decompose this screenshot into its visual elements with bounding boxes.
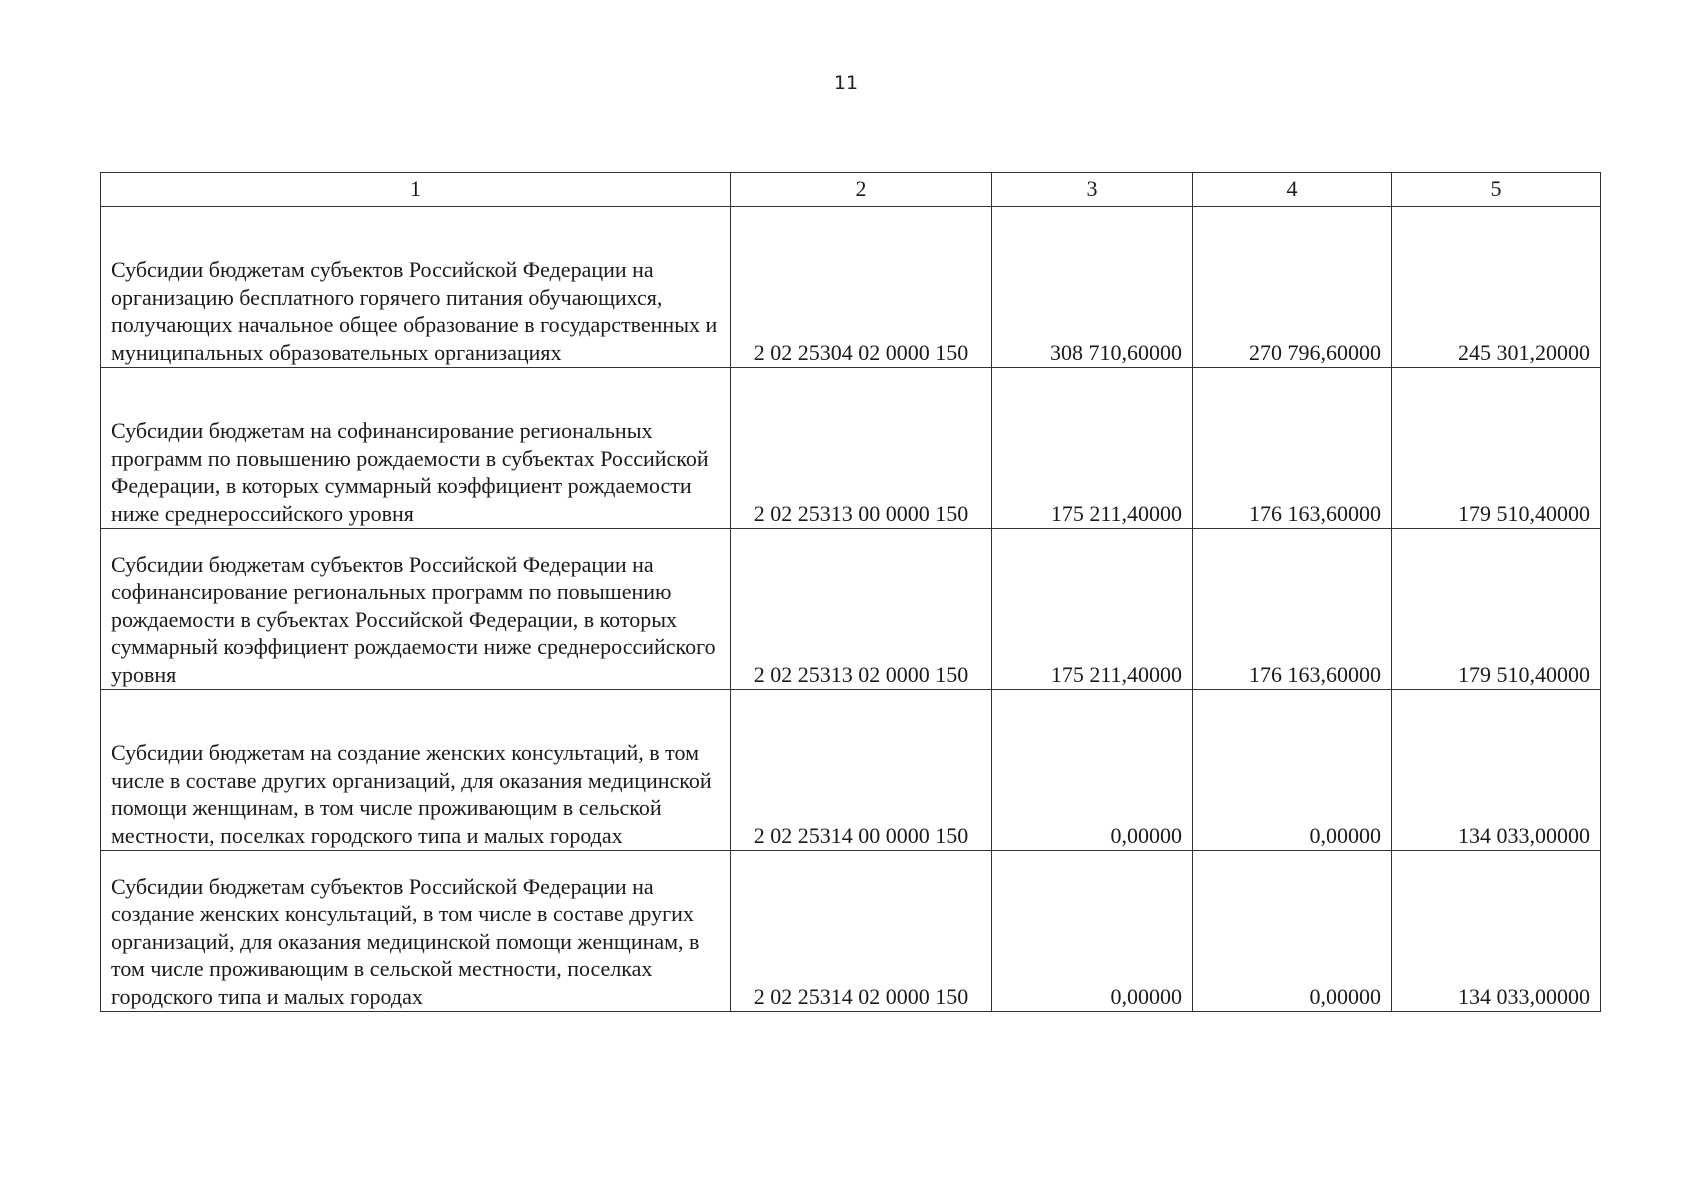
row-value-col4: 0,00000 bbox=[1193, 690, 1392, 851]
row-value-col3: 175 211,40000 bbox=[992, 368, 1193, 529]
row-description: Субсидии бюджетам субъектов Российской Федерации на организацию бесплатного горячего питания обучающихся, получающих начальное общее образование в государственных и муниципальных образовательных организациях bbox=[101, 207, 731, 368]
row-value-col5: 245 301,20000 bbox=[1392, 207, 1601, 368]
budget-table bbox=[100, 172, 1601, 1012]
row-code: 2 02 25313 02 0000 150 bbox=[731, 529, 992, 690]
row-description: Субсидии бюджетам на софинансирование региональных программ по повышению рождаемости в субъектах Российской Федерации, в которых суммарный коэффициент рождаемости ниже среднероссийского уровня bbox=[101, 368, 731, 529]
row-value-col4: 176 163,60000 bbox=[1193, 368, 1392, 529]
row-code: 2 02 25314 02 0000 150 bbox=[731, 851, 992, 1012]
column-header-5: 5 bbox=[1392, 173, 1601, 207]
table-row bbox=[101, 368, 1601, 529]
row-value-col3: 0,00000 bbox=[992, 690, 1193, 851]
column-header-4: 4 bbox=[1193, 173, 1392, 207]
table-row bbox=[101, 690, 1601, 851]
row-description: Субсидии бюджетам субъектов Российской Федерации на создание женских консультаций, в том числе в составе других организаций, для оказания медицинской помощи женщинам, в том числе проживающим в сельской местности, поселках городского типа и малых городах bbox=[101, 851, 731, 1012]
column-header-1: 1 bbox=[101, 173, 731, 207]
row-value-col5: 134 033,00000 bbox=[1392, 851, 1601, 1012]
column-header-2: 2 bbox=[731, 173, 992, 207]
row-value-col4: 0,00000 bbox=[1193, 851, 1392, 1012]
row-description: Субсидии бюджетам субъектов Российской Федерации на софинансирование региональных программ по повышению рождаемости в субъектах Российской Федерации, в которых суммарный коэффициент рождаемости ниже среднероссийского уровня bbox=[101, 529, 731, 690]
row-value-col5: 134 033,00000 bbox=[1392, 690, 1601, 851]
row-value-col3: 175 211,40000 bbox=[992, 529, 1193, 690]
table-row bbox=[101, 207, 1601, 368]
row-code: 2 02 25304 02 0000 150 bbox=[731, 207, 992, 368]
row-code: 2 02 25313 00 0000 150 bbox=[731, 368, 992, 529]
row-value-col4: 176 163,60000 bbox=[1193, 529, 1392, 690]
row-value-col5: 179 510,40000 bbox=[1392, 529, 1601, 690]
page-number: 11 bbox=[833, 72, 859, 94]
row-value-col4: 270 796,60000 bbox=[1193, 207, 1392, 368]
row-description: Субсидии бюджетам на создание женских консультаций, в том числе в составе других организаций, для оказания медицинской помощи женщинам, в том числе проживающим в сельской местности, поселках городского типа и малых городах bbox=[101, 690, 731, 851]
row-value-col3: 0,00000 bbox=[992, 851, 1193, 1012]
row-value-col5: 179 510,40000 bbox=[1392, 368, 1601, 529]
row-code: 2 02 25314 00 0000 150 bbox=[731, 690, 992, 851]
row-value-col3: 308 710,60000 bbox=[992, 207, 1193, 368]
table-header-row bbox=[101, 173, 1601, 207]
table-row bbox=[101, 529, 1601, 690]
column-header-3: 3 bbox=[992, 173, 1193, 207]
table-row bbox=[101, 851, 1601, 1012]
